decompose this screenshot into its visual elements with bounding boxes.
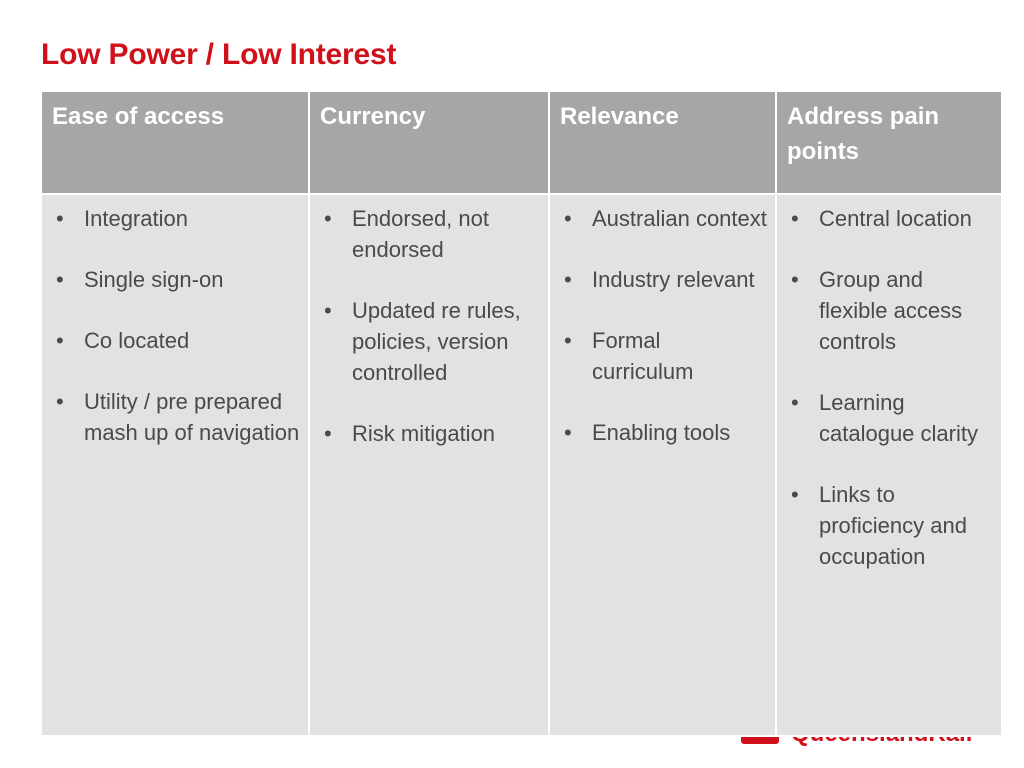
bullet-list — [52, 203, 300, 448]
list-item: • Co located — [52, 325, 300, 356]
header-ease-of-access: Ease of access — [41, 91, 309, 194]
list-item: • Links to proficiency and occupation — [787, 479, 993, 572]
criteria-table — [40, 90, 1003, 737]
header-address-pain-points: Address pain points — [776, 91, 1002, 194]
list-item: • Risk mitigation — [320, 418, 540, 449]
list-item: • Learning catalogue clarity — [787, 387, 993, 449]
bullet-list — [560, 203, 767, 448]
list-item: • Industry relevant — [560, 264, 767, 295]
cell-address-pain-points — [776, 194, 1002, 736]
bullet-list — [787, 203, 993, 572]
list-item: • Single sign-on — [52, 264, 300, 295]
list-item: • Integration — [52, 203, 300, 234]
table-header-row — [41, 91, 1002, 194]
list-item: • Central location — [787, 203, 993, 234]
header-relevance: Relevance — [549, 91, 776, 194]
list-item: • Australian context — [560, 203, 767, 234]
cell-relevance — [549, 194, 776, 736]
list-item: • Enabling tools — [560, 417, 767, 448]
list-item: • Group and flexible access controls — [787, 264, 993, 357]
header-currency: Currency — [309, 91, 549, 194]
cell-currency — [309, 194, 549, 736]
list-item: • Formal curriculum — [560, 325, 767, 387]
list-item: • Endorsed, not endorsed — [320, 203, 540, 265]
table-body-row — [41, 194, 1002, 736]
list-item: • Utility / pre prepared mash up of navigation — [52, 386, 300, 448]
bullet-list — [320, 203, 540, 449]
slide-title: Low Power / Low Interest — [41, 38, 397, 71]
cell-ease-of-access — [41, 194, 309, 736]
list-item: • Updated re rules, policies, version controlled — [320, 295, 540, 388]
